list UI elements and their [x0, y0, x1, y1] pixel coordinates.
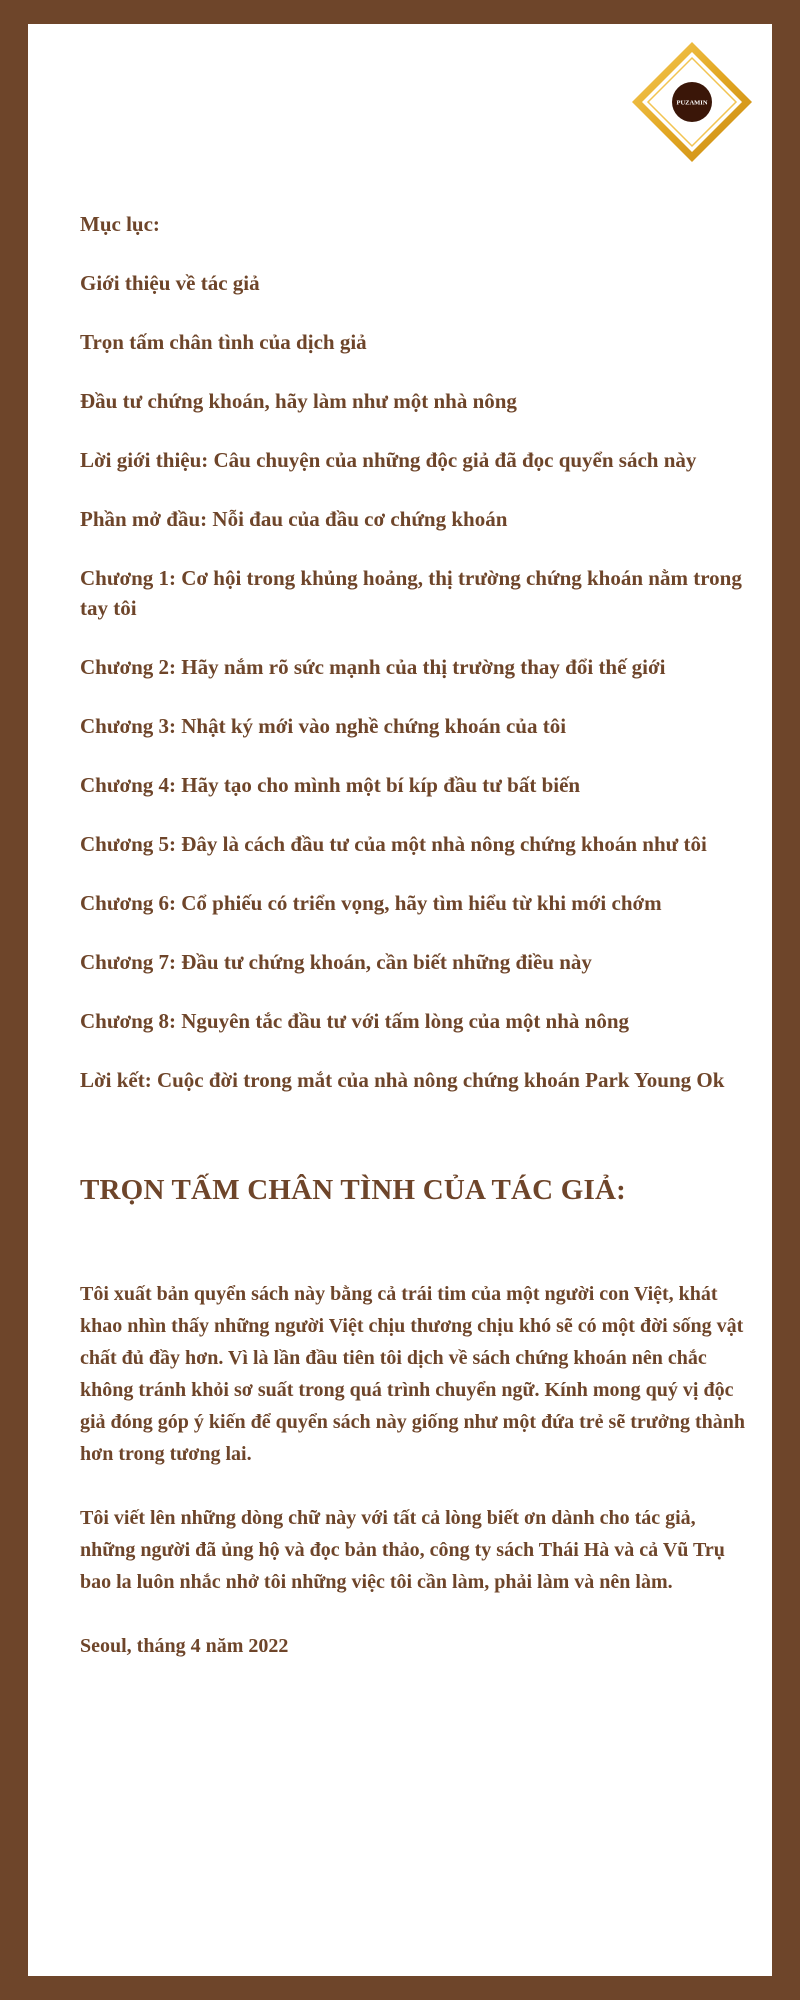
toc-item: Lời kết: Cuộc đời trong mắt của nhà nông chứng khoán Park Young Ok: [80, 1068, 725, 1092]
section-paragraph: Tôi xuất bản quyển sách này bằng cả trái tim của một người con Việt, khát khao nhìn thấy những người Việt chịu thương chịu khó sẽ có một đời sống vật chất đủ đầy hơn. Vì là lần đầu tiên tôi dịch về sách chứng khoán nên chắc không tránh khỏi sơ suất trong quá trình chuyển ngữ. Kính mong quý vị độc giả đóng góp ý kiến để quyển sách này giống như một đứa trẻ sẽ trưởng thành hơn trong tương lai.: [80, 1283, 745, 1465]
puzamin-logo: [628, 38, 756, 166]
toc-item: Trọn tấm chân tình của dịch giả: [80, 330, 367, 354]
section-paragraph: Tôi viết lên những dòng chữ này với tất cả lòng biết ơn dành cho tác giả, những người đã ủng hộ và đọc bản thảo, công ty sách Thái Hà và cả Vũ Trụ bao la luôn nhắc nhở tôi những việc tôi cần làm, phải làm và nên làm.: [80, 1507, 725, 1593]
toc-item: Chương 5: Đây là cách đầu tư của một nhà nông chứng khoán như tôi: [80, 832, 707, 856]
toc-item: Phần mở đầu: Nỗi đau của đầu cơ chứng khoán: [80, 507, 508, 531]
toc-item: Chương 2: Hãy nắm rõ sức mạnh của thị trường thay đổi thế giới: [80, 655, 666, 679]
document-page: [28, 24, 772, 1976]
toc-heading: Mục lục:: [80, 212, 160, 236]
toc-item: Chương 1: Cơ hội trong khủng hoảng, thị trường chứng khoán nằm trong tay tôi: [80, 566, 742, 620]
toc-item: Đầu tư chứng khoán, hãy làm như một nhà nông: [80, 389, 517, 413]
toc-item: Chương 4: Hãy tạo cho mình một bí kíp đầu tư bất biến: [80, 773, 581, 797]
signoff-date: Seoul, tháng 4 năm 2022: [80, 1635, 289, 1657]
toc-item: Lời giới thiệu: Câu chuyện của những độc giả đã đọc quyển sách này: [80, 448, 697, 472]
logo-text: PUZAMIN: [676, 99, 708, 107]
toc-item: Chương 3: Nhật ký mới vào nghề chứng khoán của tôi: [80, 714, 567, 738]
table-of-contents: [80, 268, 750, 1095]
toc-item: Giới thiệu về tác giả: [80, 271, 260, 295]
toc-item: Chương 8: Nguyên tắc đầu tư với tấm lòng của một nhà nông: [80, 1009, 630, 1033]
section-title: TRỌN TẤM CHÂN TÌNH CỦA TÁC GIẢ:: [80, 1174, 626, 1206]
main-content: [80, 209, 750, 1662]
toc-item: Chương 7: Đầu tư chứng khoán, cần biết những điều này: [80, 950, 592, 974]
toc-item: Chương 6: Cổ phiếu có triển vọng, hãy tìm hiểu từ khi mới chớm: [80, 891, 662, 915]
